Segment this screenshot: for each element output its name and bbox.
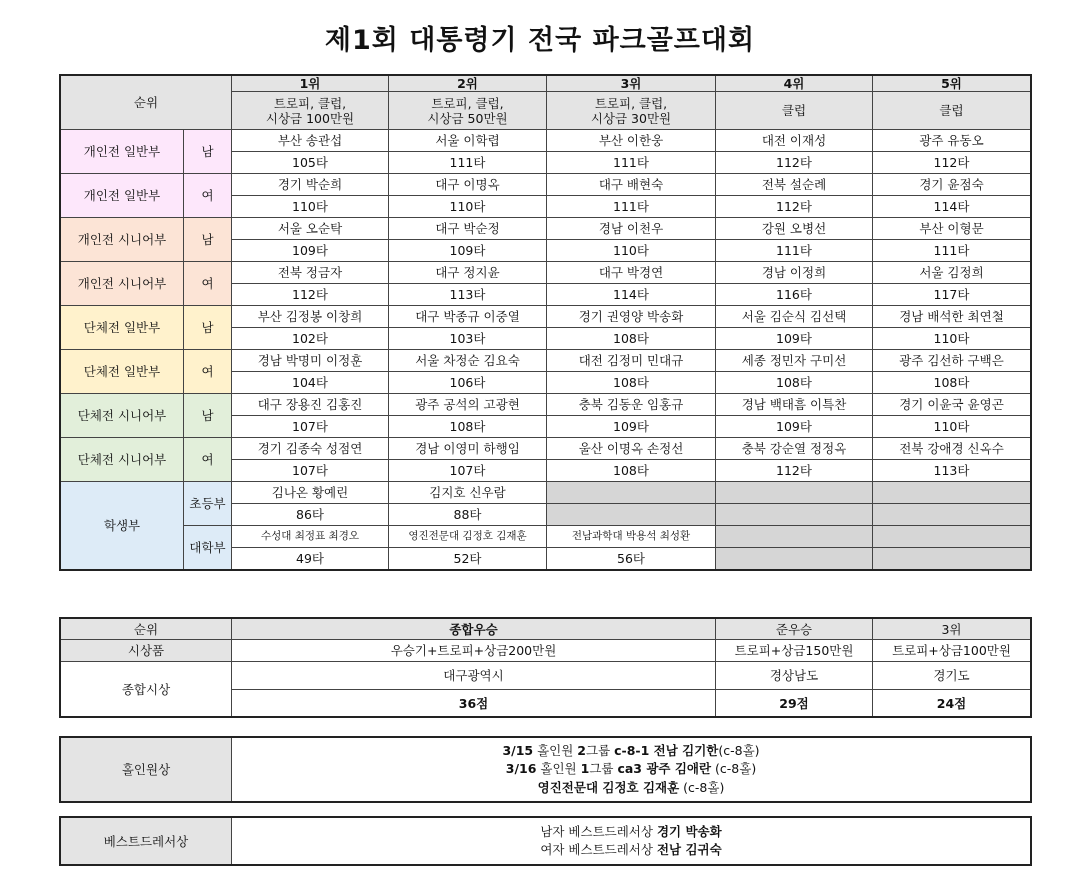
overall-rank-label: 순위	[61, 619, 232, 640]
rank-header-2: 2위	[389, 76, 547, 92]
prize-line: 시상금 30만원	[590, 110, 672, 126]
student-winner-score: 49타	[232, 548, 389, 570]
winner-name: 경남 박명미 이정훈	[232, 350, 389, 372]
winner-score: 107타	[389, 460, 547, 482]
overall-prize-1: 우승기+트로피+상금200만원	[232, 640, 716, 662]
winner-name: 부산 이형문	[873, 218, 1031, 240]
winner-name: 광주 공석의 고광현	[389, 394, 547, 416]
winner-name: 충북 강순열 정정옥	[716, 438, 873, 460]
prize-line: 클럽	[939, 103, 964, 118]
winner-name: 경기 김종숙 성점연	[232, 438, 389, 460]
group-name-row	[61, 438, 1031, 460]
winner-name: 서울 차정순 김요숙	[389, 350, 547, 372]
award-line	[232, 760, 1030, 778]
student-winner-score: 52타	[389, 548, 547, 570]
prize-line: 트로피, 클럽,	[594, 95, 668, 111]
winner-name: 경기 권영양 박송화	[547, 306, 716, 328]
student-name-row	[61, 526, 1031, 548]
winner-score: 111타	[873, 240, 1031, 262]
empty-cell	[547, 504, 716, 526]
prize-line: 트로피, 클럽,	[431, 95, 504, 111]
winner-name: 부산 이한웅	[547, 130, 716, 152]
winner-name: 전북 설순례	[716, 174, 873, 196]
winner-score: 114타	[873, 196, 1031, 218]
student-winner-name: 김지호 신우람	[389, 482, 547, 504]
winner-name: 전북 정금자	[232, 262, 389, 284]
winner-score: 109타	[232, 240, 389, 262]
overall-prize-3: 트로피+상금100만원	[873, 640, 1031, 662]
winner-score: 110타	[873, 416, 1031, 438]
student-winner-score: 56타	[547, 548, 716, 570]
division-label: 개인전 일반부	[61, 130, 184, 174]
winner-name: 서울 오순탁	[232, 218, 389, 240]
winner-score: 108타	[389, 416, 547, 438]
winner-name: 서울 김순식 김선택	[716, 306, 873, 328]
division-label: 단체전 시니어부	[61, 394, 184, 438]
winner-name: 서울 이학렵	[389, 130, 547, 152]
winner-name: 대구 박경연	[547, 262, 716, 284]
overall-winner-1: 대구광역시	[232, 662, 716, 690]
page-title: 제1회 대통령기 전국 파크골프대회	[324, 25, 756, 56]
winner-name: 충북 김동운 임홍규	[547, 394, 716, 416]
award-text: (c-8홀)	[711, 761, 757, 777]
gender-label: 여	[184, 262, 232, 306]
rank-header-4: 4위	[716, 76, 873, 92]
winner-score: 108타	[716, 372, 873, 394]
winner-score: 112타	[716, 460, 873, 482]
winner-score: 114타	[547, 284, 716, 306]
rank-prize-1	[232, 92, 389, 130]
winner-score: 112타	[232, 284, 389, 306]
best-dresser-label: 베스트드레서상	[61, 818, 232, 865]
award-text: (c-8홀)	[718, 743, 760, 759]
overall-winner-3: 경기도	[873, 662, 1031, 690]
group-name-row	[61, 218, 1031, 240]
winner-name: 대전 이재성	[716, 130, 873, 152]
rank-header-5: 5위	[873, 76, 1031, 92]
division-label: 개인전 시니어부	[61, 218, 184, 262]
overall-header-3: 3위	[873, 619, 1031, 640]
prize-line: 클럽	[781, 103, 807, 118]
award-text: 영진전문대 김정호 김재훈	[537, 779, 680, 795]
award-text: 전남 김귀숙	[656, 842, 722, 857]
award-text: 3/16	[505, 761, 537, 777]
winner-name: 경기 박순희	[232, 174, 389, 196]
winner-name: 대구 정지윤	[389, 262, 547, 284]
prize-line: 시상금 100만원	[265, 110, 355, 126]
rank-prize-2	[389, 92, 547, 130]
empty-cell	[716, 548, 873, 570]
overall-header-2: 준우승	[716, 619, 873, 640]
winner-name: 대구 박순정	[389, 218, 547, 240]
winner-score: 109타	[716, 416, 873, 438]
gender-label: 여	[184, 174, 232, 218]
award-line	[232, 823, 1030, 841]
results-table	[60, 75, 1031, 570]
award-text: 3/15	[502, 743, 534, 759]
gender-label: 남	[184, 130, 232, 174]
empty-cell	[873, 548, 1031, 570]
group-name-row	[61, 394, 1031, 416]
student-winner-name: 전남과학대 박용석 최성환	[547, 526, 716, 548]
winner-score: 110타	[547, 240, 716, 262]
header-rank-row	[61, 76, 1031, 92]
rank-prize-5	[873, 92, 1031, 130]
winner-score: 116타	[716, 284, 873, 306]
overall-points-3: 24점	[873, 690, 1031, 717]
student-division-label: 학생부	[61, 482, 184, 570]
rank-prize-3	[547, 92, 716, 130]
winner-score: 105타	[232, 152, 389, 174]
winner-name: 경남 배석한 최연철	[873, 306, 1031, 328]
gender-label: 남	[184, 394, 232, 438]
winner-score: 108타	[547, 460, 716, 482]
winner-name: 경남 백태흠 이특찬	[716, 394, 873, 416]
hole-in-one-label: 홀인원상	[61, 738, 232, 802]
winner-score: 109타	[389, 240, 547, 262]
college-label: 대학부	[184, 526, 232, 570]
winner-score: 110타	[389, 196, 547, 218]
rank-header-3: 3위	[547, 76, 716, 92]
division-label: 개인전 시니어부	[61, 262, 184, 306]
student-name-row	[61, 482, 1031, 504]
winner-score: 102타	[232, 328, 389, 350]
winner-name: 강원 오병선	[716, 218, 873, 240]
division-label: 단체전 시니어부	[61, 438, 184, 482]
award-text: 그룹	[586, 743, 615, 759]
overall-winner-2: 경상남도	[716, 662, 873, 690]
winner-score: 109타	[547, 416, 716, 438]
overall-points-1: 36점	[232, 690, 716, 717]
winner-name: 전북 강애경 신옥수	[873, 438, 1031, 460]
division-label: 단체전 일반부	[61, 350, 184, 394]
winner-score: 111타	[547, 152, 716, 174]
award-text: ca3 광주 김애란	[617, 761, 712, 777]
hole-in-one-details	[232, 738, 1031, 802]
best-dresser-details	[232, 818, 1031, 865]
winner-name: 대구 이명옥	[389, 174, 547, 196]
rank-header-1: 1위	[232, 76, 389, 92]
winner-name: 경남 이영미 하행임	[389, 438, 547, 460]
winner-score: 104타	[232, 372, 389, 394]
overall-award-table	[60, 618, 1031, 717]
overall-header-1: 종합우승	[232, 619, 716, 640]
winner-score: 113타	[389, 284, 547, 306]
winner-name: 부산 김정봉 이창희	[232, 306, 389, 328]
winner-score: 112타	[716, 196, 873, 218]
award-line	[232, 779, 1030, 797]
empty-cell	[873, 526, 1031, 548]
rank-label: 순위	[61, 76, 232, 130]
winner-score: 111타	[716, 240, 873, 262]
winner-name: 광주 김선하 구백은	[873, 350, 1031, 372]
winner-name: 대구 장용진 김홍진	[232, 394, 389, 416]
winner-score: 103타	[389, 328, 547, 350]
award-text: 그룹	[589, 761, 618, 777]
winner-name: 울산 이명옥 손정선	[547, 438, 716, 460]
prize-line: 트로피, 클럽,	[273, 95, 347, 111]
empty-cell	[716, 526, 873, 548]
winner-name: 경남 이정희	[716, 262, 873, 284]
winner-name: 부산 송관섭	[232, 130, 389, 152]
award-text: 여자 베스트드레서상	[540, 842, 657, 857]
student-winner-name: 김나온 황예린	[232, 482, 389, 504]
group-name-row	[61, 262, 1031, 284]
winner-name: 서울 김정희	[873, 262, 1031, 284]
student-winner-name: 수성대 최정표 최경오	[232, 526, 389, 548]
division-label: 개인전 일반부	[61, 174, 184, 218]
hole-in-one-table	[60, 737, 1031, 802]
winner-name: 경기 윤점숙	[873, 174, 1031, 196]
empty-cell	[873, 482, 1031, 504]
winner-score: 109타	[716, 328, 873, 350]
winner-score: 108타	[547, 372, 716, 394]
student-winner-score: 86타	[232, 504, 389, 526]
group-name-row	[61, 130, 1031, 152]
award-text: 1	[580, 761, 590, 777]
winner-name: 대전 김정미 민대규	[547, 350, 716, 372]
award-text: (c-8홀)	[679, 779, 725, 795]
overall-points-2: 29점	[716, 690, 873, 717]
award-text: 2	[577, 743, 586, 759]
winner-score: 113타	[873, 460, 1031, 482]
group-name-row	[61, 174, 1031, 196]
empty-cell	[547, 482, 716, 504]
overall-award-label: 종합시상	[61, 662, 232, 717]
gender-label: 여	[184, 350, 232, 394]
student-winner-score: 88타	[389, 504, 547, 526]
winner-score: 108타	[547, 328, 716, 350]
winner-name: 대구 배현숙	[547, 174, 716, 196]
award-text: c-8-1 전남 김기한	[614, 743, 719, 759]
award-text: 경기 박송화	[656, 823, 722, 839]
gender-label: 남	[184, 306, 232, 350]
winner-name: 대구 박종규 이중열	[389, 306, 547, 328]
elementary-label: 초등부	[184, 482, 232, 526]
empty-cell	[716, 482, 873, 504]
gender-label: 남	[184, 218, 232, 262]
award-text: 남자 베스트드레서상	[540, 823, 657, 839]
rank-prize-4	[716, 92, 873, 130]
winner-name: 경기 이윤국 윤영곤	[873, 394, 1031, 416]
best-dresser-table	[60, 817, 1031, 865]
division-label: 단체전 일반부	[61, 306, 184, 350]
winner-name: 광주 유동오	[873, 130, 1031, 152]
winner-score: 107타	[232, 416, 389, 438]
winner-score: 107타	[232, 460, 389, 482]
overall-prize-2: 트로피+상금150만원	[716, 640, 873, 662]
award-text: 홀인원	[533, 743, 578, 759]
group-name-row	[61, 350, 1031, 372]
prize-line: 시상금 50만원	[427, 110, 508, 126]
empty-cell	[873, 504, 1031, 526]
winner-score: 110타	[232, 196, 389, 218]
award-line	[232, 841, 1030, 859]
award-line	[232, 742, 1030, 760]
empty-cell	[716, 504, 873, 526]
winner-score: 108타	[873, 372, 1031, 394]
winner-score: 111타	[389, 152, 547, 174]
winner-score: 112타	[716, 152, 873, 174]
winner-score: 110타	[873, 328, 1031, 350]
winner-score: 117타	[873, 284, 1031, 306]
winner-score: 112타	[873, 152, 1031, 174]
award-text: 홀인원	[536, 761, 581, 777]
student-winner-name: 영진전문대 김정호 김재훈	[389, 526, 547, 548]
overall-prize-label: 시상품	[61, 640, 232, 662]
group-name-row	[61, 306, 1031, 328]
winner-score: 106타	[389, 372, 547, 394]
winner-name: 세종 정민자 구미선	[716, 350, 873, 372]
gender-label: 여	[184, 438, 232, 482]
winner-score: 111타	[547, 196, 716, 218]
winner-name: 경남 이천우	[547, 218, 716, 240]
